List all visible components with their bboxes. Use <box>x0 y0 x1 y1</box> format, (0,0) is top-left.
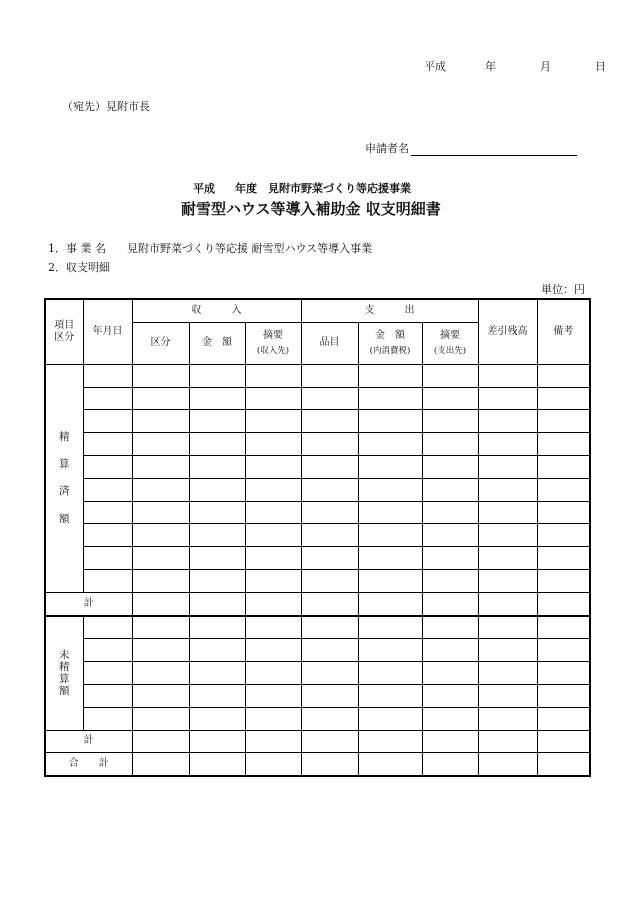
cell[interactable] <box>189 455 245 478</box>
item2-label: 2．収支明細 <box>48 261 110 274</box>
expense-summary-label: 摘要 <box>440 330 460 342</box>
section1-char: 算 <box>59 457 70 470</box>
cell[interactable] <box>537 455 590 478</box>
cell[interactable] <box>358 684 422 707</box>
cell[interactable] <box>537 364 590 387</box>
cell[interactable] <box>189 616 245 639</box>
item1 <box>48 240 372 256</box>
cell[interactable] <box>83 662 132 685</box>
cell[interactable] <box>245 364 301 387</box>
section-unsettled-label <box>45 616 83 730</box>
table-row <box>45 684 590 707</box>
cell[interactable] <box>189 478 245 501</box>
page-title: 耐雪型ハウス等導入補助金 収支明細書 <box>181 200 441 218</box>
header-expense: 支 出 <box>301 299 478 322</box>
table-row <box>45 433 590 456</box>
cell[interactable] <box>478 433 537 456</box>
cell[interactable] <box>537 616 590 639</box>
cell[interactable] <box>189 524 245 547</box>
cell[interactable] <box>83 524 132 547</box>
table-row <box>45 364 590 387</box>
cell[interactable] <box>189 547 245 570</box>
cell[interactable] <box>245 592 301 615</box>
cell[interactable] <box>537 478 590 501</box>
table-row <box>45 410 590 433</box>
unit-label: 単位：円 <box>541 283 585 296</box>
section2-char: 精 <box>59 660 70 673</box>
cell[interactable] <box>358 478 422 501</box>
cell[interactable] <box>358 433 422 456</box>
cell[interactable] <box>301 501 358 524</box>
cell[interactable] <box>422 433 478 456</box>
table-row <box>45 707 590 730</box>
cell[interactable] <box>478 501 537 524</box>
cell[interactable] <box>537 684 590 707</box>
cell[interactable] <box>301 707 358 730</box>
date-era: 平成 <box>424 60 446 73</box>
table-row <box>45 569 590 592</box>
cell[interactable] <box>132 387 189 410</box>
cell[interactable] <box>189 364 245 387</box>
cell[interactable] <box>132 730 189 753</box>
header-item-category <box>45 299 83 364</box>
cell[interactable] <box>245 547 301 570</box>
cell[interactable] <box>301 662 358 685</box>
cell[interactable] <box>132 569 189 592</box>
cell[interactable] <box>245 501 301 524</box>
cell[interactable] <box>358 547 422 570</box>
header-item-line2: 区分 <box>54 331 75 343</box>
cell[interactable] <box>537 753 590 776</box>
cell[interactable] <box>422 684 478 707</box>
cell[interactable] <box>358 639 422 662</box>
subtotal-row-unsettled <box>45 730 590 753</box>
cell[interactable] <box>245 455 301 478</box>
cell[interactable] <box>189 730 245 753</box>
cell[interactable] <box>422 639 478 662</box>
cell[interactable] <box>245 524 301 547</box>
cell[interactable] <box>189 569 245 592</box>
cell[interactable] <box>189 433 245 456</box>
expense-summary-note: (支出先) <box>433 346 467 357</box>
cell[interactable] <box>132 753 189 776</box>
cell[interactable] <box>245 478 301 501</box>
cell[interactable] <box>358 410 422 433</box>
cell[interactable] <box>358 616 422 639</box>
cell[interactable] <box>358 387 422 410</box>
cell[interactable] <box>83 364 132 387</box>
header-income: 収 入 <box>132 299 301 322</box>
cell[interactable] <box>132 433 189 456</box>
cell[interactable] <box>189 410 245 433</box>
cell[interactable] <box>301 753 358 776</box>
section1-char: 済 <box>59 485 70 498</box>
cell[interactable] <box>478 387 537 410</box>
title-line1 <box>193 180 411 196</box>
cell[interactable] <box>537 639 590 662</box>
cell[interactable] <box>132 455 189 478</box>
cell[interactable] <box>422 569 478 592</box>
cell[interactable] <box>245 730 301 753</box>
cell[interactable] <box>83 684 132 707</box>
cell[interactable] <box>189 662 245 685</box>
cell[interactable] <box>83 707 132 730</box>
section2-char: 未 <box>59 648 70 661</box>
item1-value: 見附市野菜づくり等応援 耐雪型ハウス等導入事業 <box>127 242 373 255</box>
section2-char: 算 <box>59 673 70 686</box>
section1-char: 額 <box>59 512 70 525</box>
cell[interactable] <box>537 569 590 592</box>
cell[interactable] <box>301 433 358 456</box>
cell[interactable] <box>245 684 301 707</box>
cell[interactable] <box>478 639 537 662</box>
cell[interactable] <box>132 547 189 570</box>
section1-char: 精 <box>59 430 70 443</box>
cell[interactable] <box>83 616 132 639</box>
cell[interactable] <box>189 387 245 410</box>
cell[interactable] <box>478 592 537 615</box>
cell[interactable] <box>132 592 189 615</box>
cell[interactable] <box>245 410 301 433</box>
cell[interactable] <box>132 662 189 685</box>
header-expense-item: 品目 <box>301 322 358 364</box>
cell[interactable] <box>478 455 537 478</box>
cell[interactable] <box>358 524 422 547</box>
cell[interactable] <box>301 455 358 478</box>
cell[interactable] <box>358 753 422 776</box>
cell[interactable] <box>537 662 590 685</box>
cell[interactable] <box>301 569 358 592</box>
header-remarks: 備考 <box>537 299 590 364</box>
cell[interactable] <box>301 616 358 639</box>
cell[interactable] <box>478 364 537 387</box>
cell[interactable] <box>83 569 132 592</box>
table-row <box>45 387 590 410</box>
cell[interactable] <box>132 524 189 547</box>
date-day: 日 <box>595 60 606 73</box>
title-program: 年度 見附市野菜づくり等応援事業 <box>235 182 411 195</box>
income-expense-table <box>44 298 591 777</box>
cell[interactable] <box>189 707 245 730</box>
header-income-kubun: 区分 <box>132 322 189 364</box>
cell[interactable] <box>301 639 358 662</box>
cell[interactable] <box>83 639 132 662</box>
cell[interactable] <box>358 662 422 685</box>
cell[interactable] <box>358 569 422 592</box>
grand-total-row <box>45 753 590 776</box>
cell[interactable] <box>422 616 478 639</box>
cell[interactable] <box>132 639 189 662</box>
cell[interactable] <box>189 753 245 776</box>
cell[interactable] <box>478 524 537 547</box>
cell[interactable] <box>245 753 301 776</box>
subtotal-label: 計 <box>45 730 132 753</box>
cell[interactable] <box>422 707 478 730</box>
cell[interactable] <box>422 547 478 570</box>
cell[interactable] <box>422 478 478 501</box>
cell[interactable] <box>301 730 358 753</box>
section2-char: 額 <box>59 685 70 698</box>
cell[interactable] <box>358 364 422 387</box>
header-balance: 差引残高 <box>478 299 537 364</box>
header-income-amount: 金 額 <box>189 322 245 364</box>
applicant-field <box>365 140 577 156</box>
cell[interactable] <box>301 684 358 707</box>
date-year: 年 <box>485 60 496 73</box>
cell[interactable] <box>189 684 245 707</box>
cell[interactable] <box>301 524 358 547</box>
addressee: （宛先）見附市長 <box>62 100 150 113</box>
table-row <box>45 455 590 478</box>
cell[interactable] <box>358 501 422 524</box>
cell[interactable] <box>422 501 478 524</box>
cell[interactable] <box>245 387 301 410</box>
cell[interactable] <box>358 455 422 478</box>
applicant-label: 申請者名 <box>365 142 409 155</box>
table-row <box>45 639 590 662</box>
cell[interactable] <box>132 364 189 387</box>
header-expense-summary <box>422 322 478 364</box>
cell[interactable] <box>301 364 358 387</box>
cell[interactable] <box>301 478 358 501</box>
cell[interactable] <box>301 592 358 615</box>
cell[interactable] <box>132 684 189 707</box>
cell[interactable] <box>478 478 537 501</box>
cell[interactable] <box>83 455 132 478</box>
cell[interactable] <box>537 433 590 456</box>
cell[interactable] <box>537 730 590 753</box>
cell[interactable] <box>132 616 189 639</box>
table-row <box>45 547 590 570</box>
cell[interactable] <box>358 592 422 615</box>
subtotal-row-settled <box>45 592 590 615</box>
cell[interactable] <box>245 616 301 639</box>
subtotal-label: 計 <box>45 592 132 615</box>
cell[interactable] <box>301 387 358 410</box>
table-row <box>45 478 590 501</box>
cell[interactable] <box>478 730 537 753</box>
cell[interactable] <box>132 478 189 501</box>
cell[interactable] <box>83 547 132 570</box>
cell[interactable] <box>245 662 301 685</box>
cell[interactable] <box>478 753 537 776</box>
cell[interactable] <box>478 547 537 570</box>
cell[interactable] <box>422 753 478 776</box>
item1-label: 1．事 業 名 <box>48 242 106 255</box>
expense-amount-note: (内消費税) <box>369 346 411 357</box>
cell[interactable] <box>358 707 422 730</box>
cell[interactable] <box>245 707 301 730</box>
cell[interactable] <box>83 478 132 501</box>
cell[interactable] <box>537 387 590 410</box>
cell[interactable] <box>301 547 358 570</box>
cell[interactable] <box>537 524 590 547</box>
cell[interactable] <box>422 662 478 685</box>
cell[interactable] <box>83 410 132 433</box>
cell[interactable] <box>537 707 590 730</box>
date-line <box>424 58 606 74</box>
cell[interactable] <box>422 592 478 615</box>
cell[interactable] <box>422 387 478 410</box>
cell[interactable] <box>537 410 590 433</box>
cell[interactable] <box>422 364 478 387</box>
cell[interactable] <box>358 730 422 753</box>
income-summary-label: 摘要 <box>263 330 283 342</box>
section-settled-label <box>45 364 83 592</box>
applicant-signature-line[interactable] <box>411 143 577 156</box>
cell[interactable] <box>478 569 537 592</box>
cell[interactable] <box>189 592 245 615</box>
cell[interactable] <box>537 501 590 524</box>
header-item-line1: 項目 <box>54 319 75 331</box>
cell[interactable] <box>83 501 132 524</box>
income-summary-note: (収入先) <box>256 346 290 357</box>
cell[interactable] <box>245 433 301 456</box>
cell[interactable] <box>189 639 245 662</box>
grand-total-label: 合 計 <box>45 753 132 776</box>
cell[interactable] <box>478 707 537 730</box>
table-row <box>45 524 590 547</box>
cell[interactable] <box>301 410 358 433</box>
header-expense-amount <box>358 322 422 364</box>
cell[interactable] <box>478 410 537 433</box>
cell[interactable] <box>422 455 478 478</box>
header-income-summary <box>245 322 301 364</box>
cell[interactable] <box>478 684 537 707</box>
cell[interactable] <box>422 524 478 547</box>
table-row <box>45 662 590 685</box>
cell[interactable] <box>132 501 189 524</box>
title-era: 平成 <box>193 182 215 195</box>
table-row <box>45 501 590 524</box>
cell[interactable] <box>83 433 132 456</box>
cell[interactable] <box>245 639 301 662</box>
date-month: 月 <box>540 60 551 73</box>
cell[interactable] <box>189 501 245 524</box>
cell[interactable] <box>132 707 189 730</box>
cell[interactable] <box>537 592 590 615</box>
cell[interactable] <box>478 662 537 685</box>
cell[interactable] <box>478 616 537 639</box>
table-row <box>45 616 590 639</box>
expense-amount-label: 金 額 <box>375 330 405 342</box>
cell[interactable] <box>422 730 478 753</box>
cell[interactable] <box>245 569 301 592</box>
cell[interactable] <box>537 547 590 570</box>
cell[interactable] <box>422 410 478 433</box>
cell[interactable] <box>132 410 189 433</box>
cell[interactable] <box>83 387 132 410</box>
header-date: 年月日 <box>83 299 132 364</box>
